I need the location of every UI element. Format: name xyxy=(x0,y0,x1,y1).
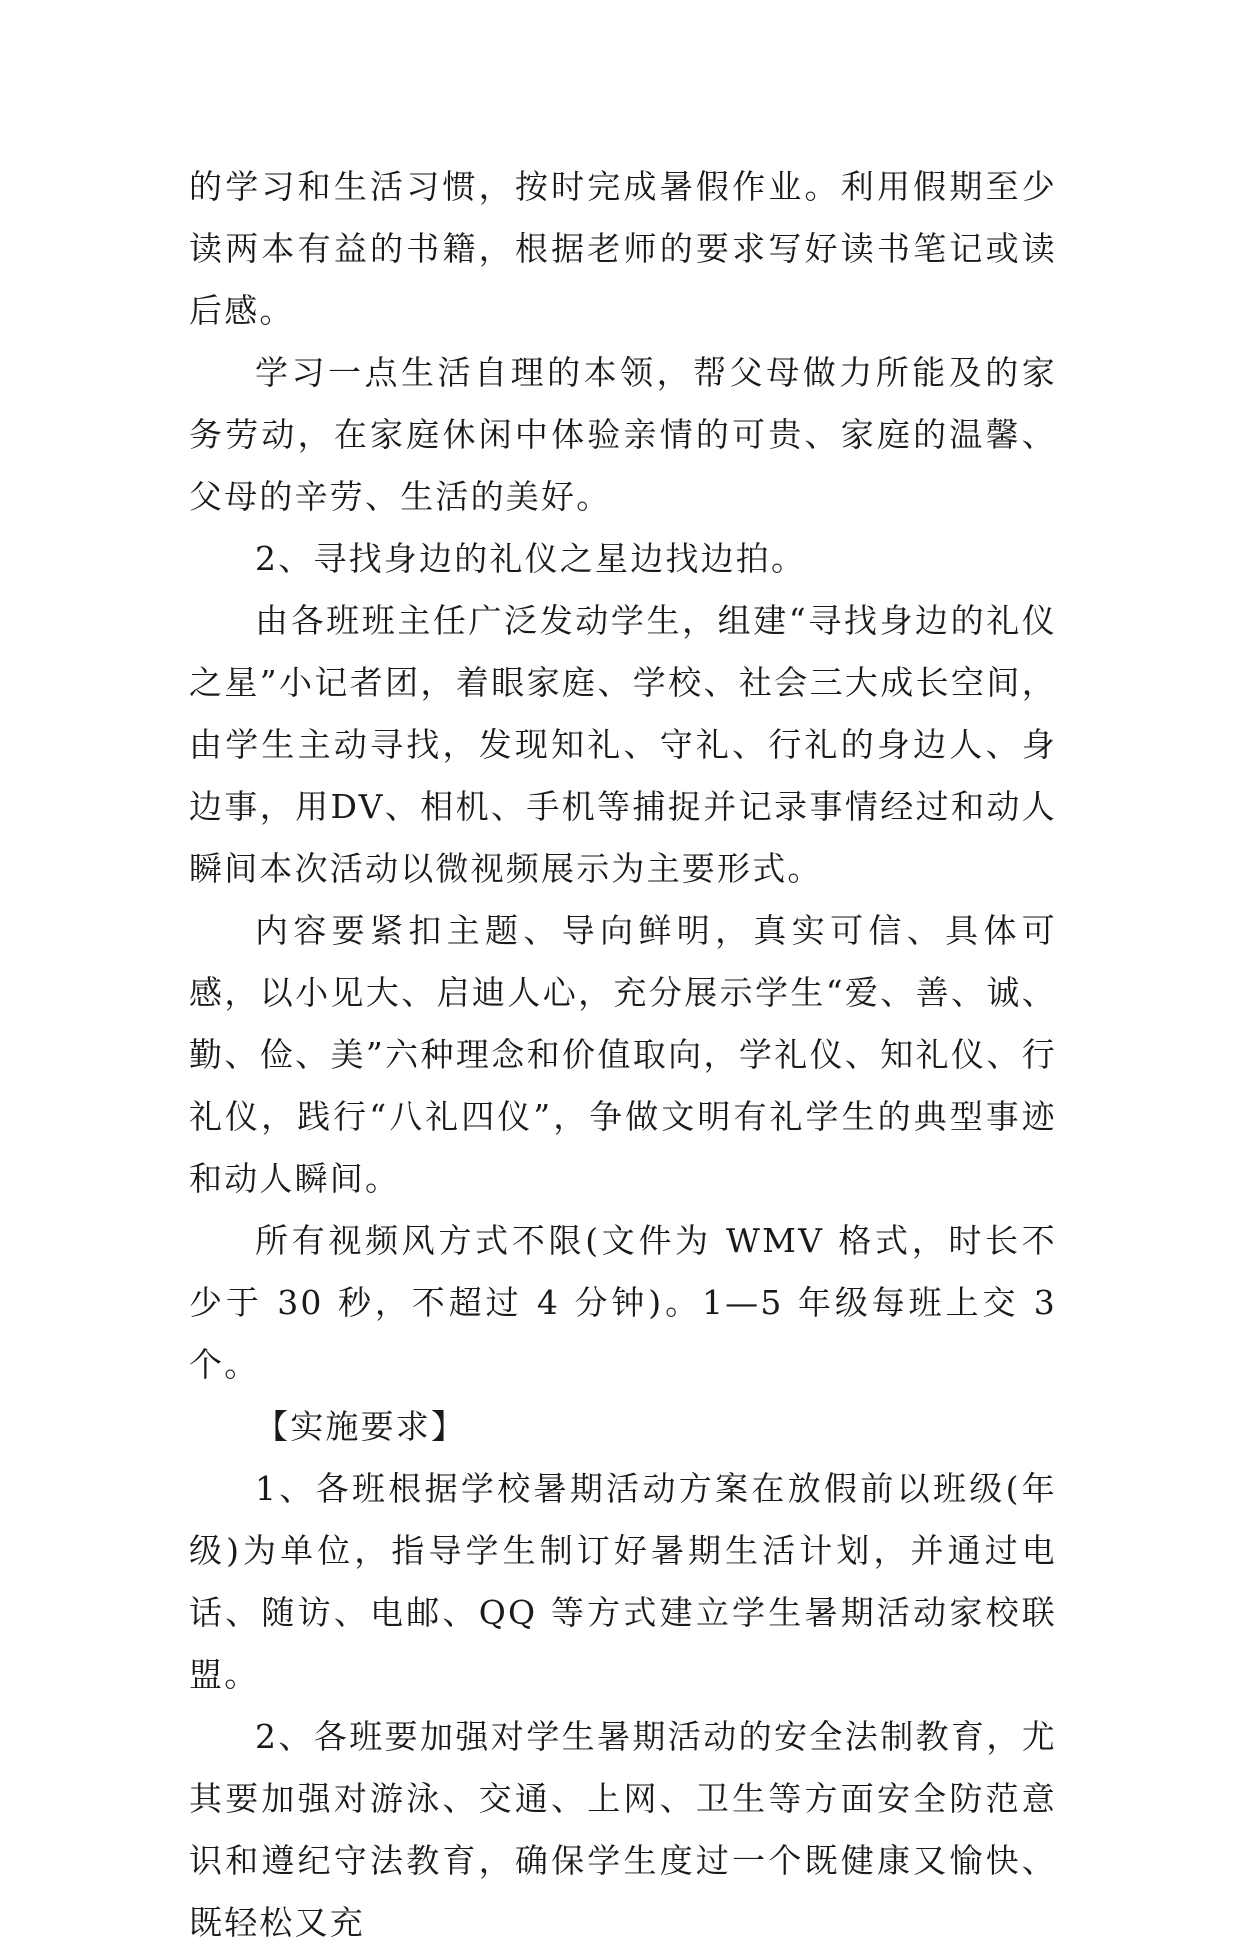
paragraph-reading-homework: 的学习和生活习惯，按时完成暑假作业。利用假期至少读两本有益的书籍，根据老师的要求写好读书笔记或读后感。 xyxy=(189,167,1057,330)
paragraph-content-requirements: 内容要紧扣主题、导向鲜明，真实可信、具体可感，以小见大、启迪人心，充分展示学生“爱、善、诚、勤、俭、美”六种理念和价值取向，学礼仪、知礼仪、行礼仪，践行“八礼四仪”，争做文明有礼学生的典型事迹和动人瞬间。 xyxy=(189,911,1057,1198)
section-heading-implementation: 【实施要求】 xyxy=(255,1407,467,1446)
document-body xyxy=(189,156,1057,1954)
paragraph-plan-requirement: 1、各班根据学校暑期活动方案在放假前以班级(年级)为单位，指导学生制订好暑期生活计划，并通过电话、随访、电邮、QQ 等方式建立学生暑期活动家校联盟。 xyxy=(189,1469,1057,1694)
paragraph-etiquette-star-heading: 2、寻找身边的礼仪之星边找边拍。 xyxy=(255,539,807,578)
paragraph-reporter-team: 由各班班主任广泛发动学生，组建“寻找身边的礼仪之星”小记者团，着眼家庭、学校、社会三大成长空间，由学生主动寻找，发现知礼、守礼、行礼的身边人、身边事，用DV、相机、手机等捕捉并记录事情经过和动人瞬间本次活动以微视频展示为主要形式。 xyxy=(189,601,1057,888)
paragraph-household-chores: 学习一点生活自理的本领，帮父母做力所能及的家务劳动，在家庭休闲中体验亲情的可贵、家庭的温馨、父母的辛劳、生活的美好。 xyxy=(189,353,1057,516)
paragraph-video-format: 所有视频风方式不限(文件为 WMV 格式，时长不少于 30 秒，不超过 4 分钟)。1—5 年级每班上交 3 个。 xyxy=(189,1221,1057,1384)
paragraph-safety-education: 2、各班要加强对学生暑期活动的安全法制教育，尤其要加强对游泳、交通、上网、卫生等方面安全防范意识和遵纪守法教育，确保学生度过一个既健康又愉快、既轻松又充 xyxy=(189,1717,1057,1942)
